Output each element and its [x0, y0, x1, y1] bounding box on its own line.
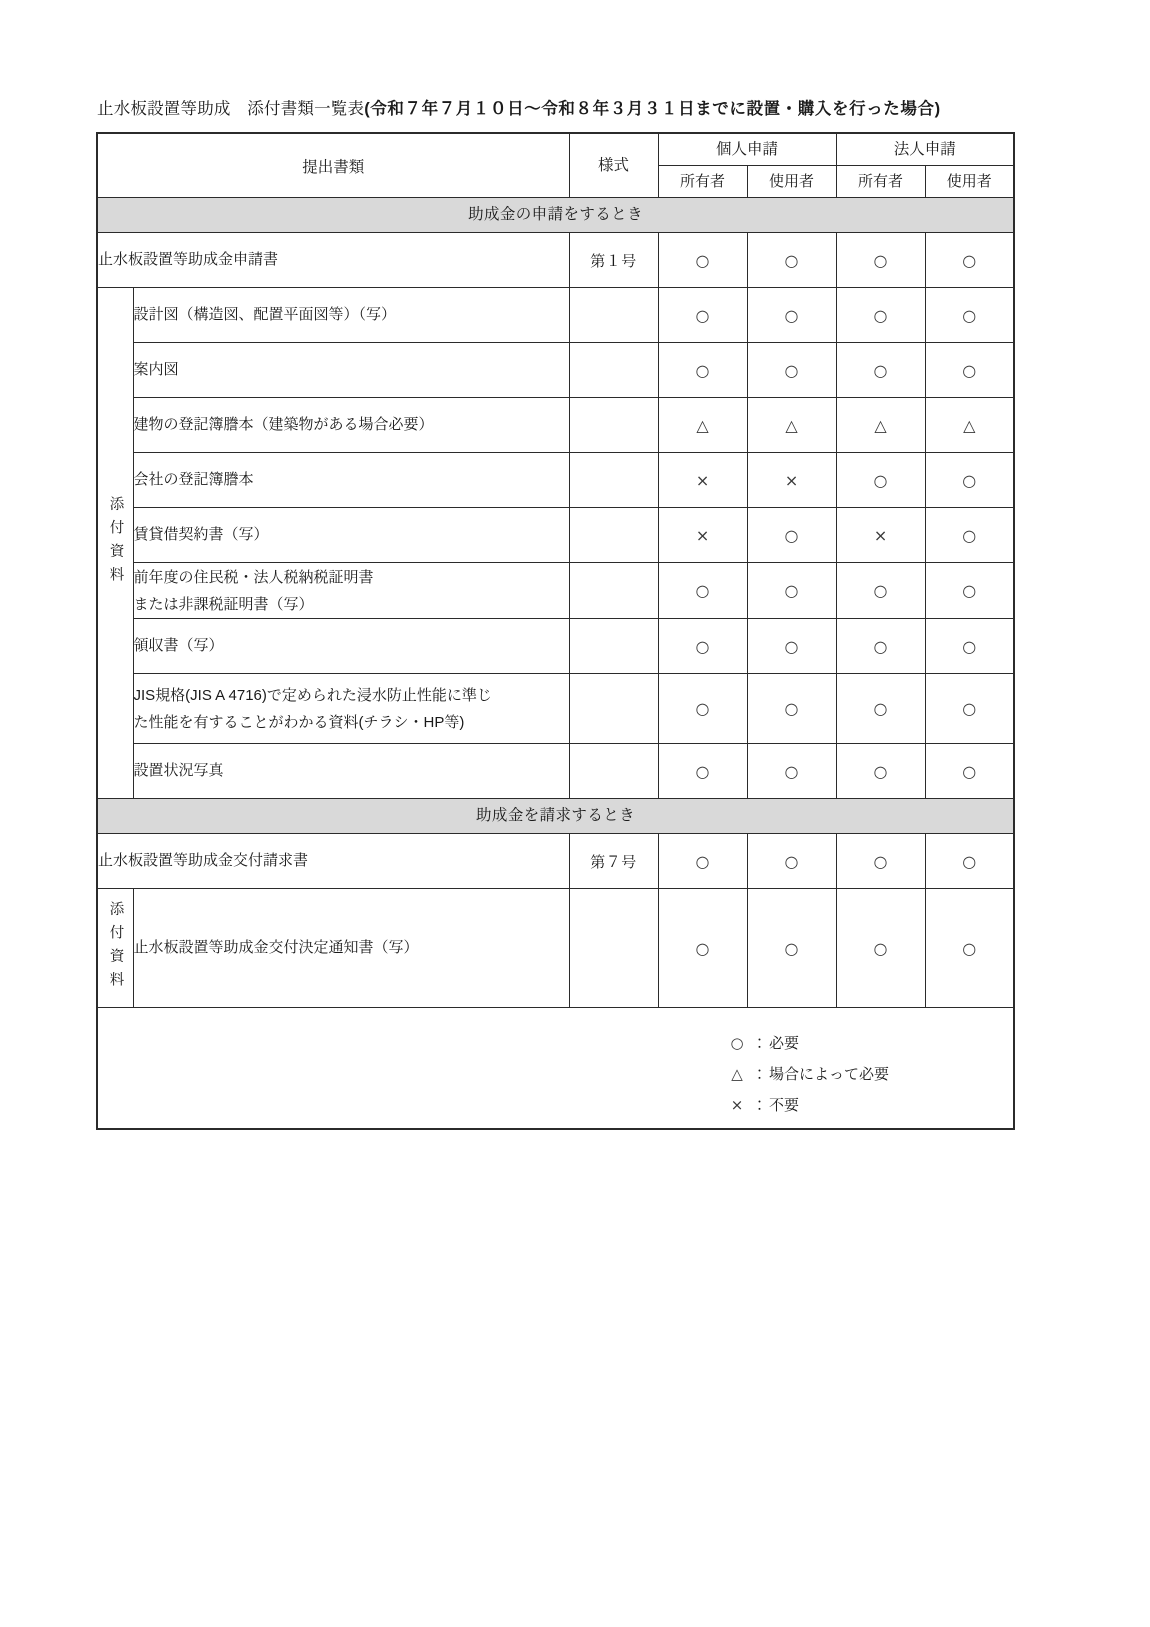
symbol-individual-user: ○	[747, 508, 836, 563]
symbol-corporate-user: ○	[925, 674, 1014, 744]
symbol-individual-owner: △	[658, 398, 747, 453]
legend-text: 場合によって必要	[769, 1065, 890, 1083]
form-number	[569, 398, 658, 453]
document-name: 建物の登記簿謄本（建築物がある場合必要）	[133, 398, 569, 453]
form-number	[569, 563, 658, 619]
legend-separator: ：	[752, 1096, 768, 1114]
document-name: 設置状況写真	[133, 744, 569, 799]
table-row	[97, 288, 1014, 343]
symbol-corporate-user: ○	[925, 453, 1014, 508]
symbol-corporate-owner: ○	[836, 834, 925, 889]
form-number	[569, 343, 658, 398]
symbol-corporate-owner: ○	[836, 744, 925, 799]
symbol-individual-owner: ○	[658, 834, 747, 889]
legend-text: 必要	[769, 1034, 800, 1052]
document-name: 設計図（構造図、配置平面図等）（写）	[133, 288, 569, 343]
symbol-corporate-owner: ○	[836, 453, 925, 508]
symbol-corporate-owner: ○	[836, 563, 925, 619]
form-number	[569, 453, 658, 508]
page-title-plain: 止水板設置等助成 添付書類一覧表	[97, 100, 365, 118]
table-row	[97, 889, 1014, 1008]
table-row	[97, 674, 1014, 744]
symbol-individual-owner: ○	[658, 744, 747, 799]
section-band-application: 助成金の申請をするとき	[97, 198, 1014, 233]
header-corporate-owner: 所有者	[836, 166, 925, 198]
table-row	[97, 619, 1014, 674]
attachment-group-label-text: 添付資料	[107, 901, 124, 995]
legend-item-conditional	[98, 1059, 969, 1090]
symbol-individual-owner: ○	[658, 619, 747, 674]
symbol-individual-user: ○	[747, 288, 836, 343]
document-name-line1: JIS規格(JIS A 4716)で定められた浸水防止性能に準じ	[133, 686, 492, 704]
header-corporate-application: 法人申請	[836, 133, 1014, 166]
symbol-individual-user: ○	[747, 889, 836, 1008]
attachment-group-label	[97, 889, 133, 1008]
document-name: 止水板設置等助成金申請書	[97, 233, 569, 288]
form-number: 第１号	[569, 233, 658, 288]
document-name: 案内図	[133, 343, 569, 398]
table-row	[97, 398, 1014, 453]
symbol-corporate-owner: ×	[836, 508, 925, 563]
document-name: 賃貸借契約書（写）	[133, 508, 569, 563]
header-submission: 提出書類	[97, 133, 569, 198]
legend-separator: ：	[752, 1065, 768, 1083]
legend	[97, 1008, 1014, 1130]
section-band-row	[97, 198, 1014, 233]
symbol-corporate-owner: ○	[836, 674, 925, 744]
legend-separator: ：	[752, 1034, 768, 1052]
symbol-corporate-owner: ○	[836, 889, 925, 1008]
symbol-individual-owner: ○	[658, 889, 747, 1008]
symbol-individual-owner: ×	[658, 453, 747, 508]
page-title-bold: (令和７年７月１０日〜令和８年３月３１日までに設置・購入を行った場合)	[364, 100, 941, 118]
symbol-corporate-owner: ○	[836, 343, 925, 398]
symbol-individual-owner: ○	[658, 288, 747, 343]
attachment-group-label-text: 添付資料	[107, 496, 124, 590]
table-row	[97, 508, 1014, 563]
form-number	[569, 889, 658, 1008]
symbol-individual-user: △	[747, 398, 836, 453]
form-number	[569, 619, 658, 674]
triangle-icon: △	[731, 1064, 743, 1083]
symbol-corporate-user: ○	[925, 288, 1014, 343]
symbol-individual-user: ○	[747, 674, 836, 744]
section-band-row	[97, 799, 1014, 834]
header-row-top	[97, 133, 1014, 166]
document-name: 領収書（写）	[133, 619, 569, 674]
document-name-line2: た性能を有することがわかる資料(チラシ・HP等)	[133, 713, 465, 731]
form-number	[569, 508, 658, 563]
symbol-individual-user: ○	[747, 563, 836, 619]
header-individual-application: 個人申請	[658, 133, 836, 166]
symbol-individual-owner: ○	[658, 563, 747, 619]
section-band-claim: 助成金を請求するとき	[97, 799, 1014, 834]
page-title	[97, 98, 941, 120]
header-individual-user: 使用者	[747, 166, 836, 198]
table-row	[97, 563, 1014, 619]
table-row	[97, 453, 1014, 508]
symbol-corporate-user: ○	[925, 343, 1014, 398]
document-name: 会社の登記簿謄本	[133, 453, 569, 508]
table-row	[97, 233, 1014, 288]
attachment-group-label	[97, 288, 133, 799]
symbol-corporate-user: ○	[925, 233, 1014, 288]
document-name-line1: 前年度の住民税・法人税納税証明書	[133, 568, 374, 586]
legend-row	[97, 1008, 1014, 1130]
symbol-individual-user: ○	[747, 619, 836, 674]
symbol-corporate-user: ○	[925, 834, 1014, 889]
table-body	[97, 198, 1014, 1130]
symbol-corporate-owner: ○	[836, 288, 925, 343]
symbol-individual-user: ×	[747, 453, 836, 508]
symbol-corporate-user: ○	[925, 744, 1014, 799]
legend-item-not-required	[98, 1090, 969, 1121]
form-number	[569, 674, 658, 744]
header-individual-owner: 所有者	[658, 166, 747, 198]
symbol-individual-user: ○	[747, 343, 836, 398]
document-name: 止水板設置等助成金交付請求書	[97, 834, 569, 889]
symbol-individual-user: ○	[747, 233, 836, 288]
table-row	[97, 834, 1014, 889]
symbol-corporate-owner: ○	[836, 619, 925, 674]
circle-icon: ○	[730, 1033, 744, 1052]
legend-text: 不要	[769, 1096, 800, 1114]
legend-inner	[98, 1016, 1013, 1121]
symbol-individual-owner: ○	[658, 233, 747, 288]
symbol-corporate-user: ○	[925, 563, 1014, 619]
symbol-corporate-user: ○	[925, 889, 1014, 1008]
legend-item-required	[98, 1028, 969, 1059]
document-name-line2: または非課税証明書（写）	[133, 595, 314, 613]
cross-icon: ×	[730, 1095, 744, 1114]
attachment-table	[96, 132, 1015, 1130]
symbol-individual-user: ○	[747, 834, 836, 889]
form-number	[569, 288, 658, 343]
document-name	[133, 674, 569, 744]
symbol-corporate-user: ○	[925, 508, 1014, 563]
symbol-corporate-owner: △	[836, 398, 925, 453]
symbol-individual-owner: ○	[658, 674, 747, 744]
header-corporate-user: 使用者	[925, 166, 1014, 198]
document-name	[133, 563, 569, 619]
form-number: 第７号	[569, 834, 658, 889]
symbol-individual-user: ○	[747, 744, 836, 799]
form-number	[569, 744, 658, 799]
table-row	[97, 744, 1014, 799]
document-name: 止水板設置等助成金交付決定通知書（写）	[133, 889, 569, 1008]
symbol-corporate-owner: ○	[836, 233, 925, 288]
symbol-individual-owner: ○	[658, 343, 747, 398]
header-form: 様式	[569, 133, 658, 198]
symbol-individual-owner: ×	[658, 508, 747, 563]
symbol-corporate-user: △	[925, 398, 1014, 453]
attachment-table-wrapper	[96, 132, 1014, 1130]
symbol-corporate-user: ○	[925, 619, 1014, 674]
table-head	[97, 133, 1014, 198]
table-row	[97, 343, 1014, 398]
